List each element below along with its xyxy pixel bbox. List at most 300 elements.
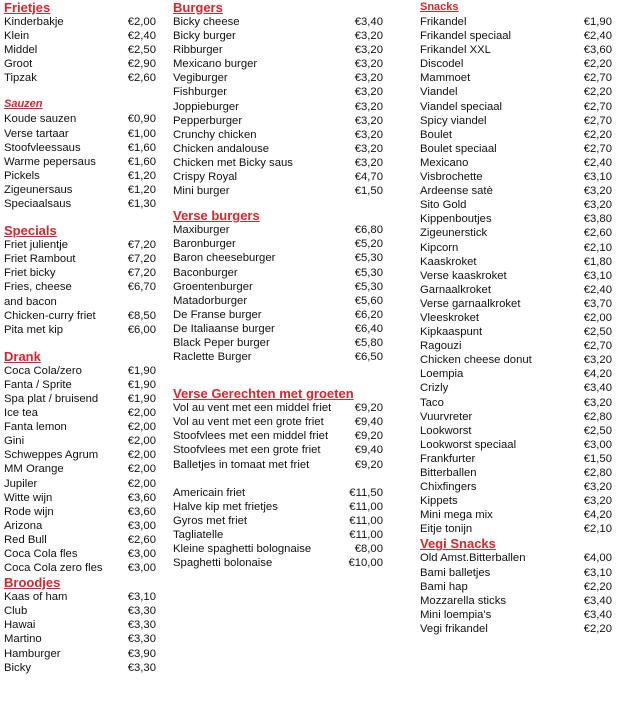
item-name: Friet bicky	[4, 267, 56, 280]
item-price: €2,40	[583, 283, 612, 296]
item-name: Pepperburger	[173, 114, 243, 127]
menu-item	[420, 29, 612, 43]
menu-section	[173, 208, 383, 364]
item-price: €2,50	[127, 44, 156, 57]
item-name: Chicken cheese donut	[420, 354, 532, 367]
item-price: €4,00	[583, 552, 612, 565]
item-price: €3,20	[354, 142, 383, 155]
menu-item	[420, 142, 612, 156]
item-name: Verse tartaar	[4, 127, 69, 140]
item-name: Hamburger	[4, 647, 61, 660]
item-name: De Franse burger	[173, 308, 262, 321]
menu-item	[4, 29, 156, 43]
menu-item	[420, 128, 612, 142]
item-price: €1,50	[583, 452, 612, 465]
menu-item	[173, 251, 383, 265]
item-name: Visbrochette	[420, 171, 483, 184]
menu-item	[173, 128, 383, 142]
item-name: Vleeskroket	[420, 311, 480, 324]
item-price: €5,30	[354, 266, 383, 279]
item-price: €2,70	[583, 114, 612, 127]
item-price: €3,60	[127, 505, 156, 518]
item-price: €3,20	[354, 100, 383, 113]
item-price: €3,20	[354, 128, 383, 141]
menu-item	[420, 156, 612, 170]
item-name: Mini mega mix	[420, 509, 493, 522]
item-price: €9,40	[354, 416, 383, 429]
item-name: Friet Rambout	[4, 253, 76, 266]
menu-item	[173, 308, 383, 322]
item-price: €2,20	[583, 622, 612, 635]
item-price: €11,00	[349, 500, 383, 513]
item-name: Crunchy chicken	[173, 128, 257, 141]
item-price: €3,00	[583, 438, 612, 451]
item-price: €9,40	[354, 444, 383, 457]
menu-section	[173, 386, 383, 471]
item-price: €1,60	[127, 141, 156, 154]
item-name: Kinderbakje	[4, 16, 64, 28]
menu-item	[420, 184, 612, 198]
item-price: €6,70	[127, 281, 156, 294]
item-name: Frikandel speciaal	[420, 30, 512, 43]
item-price: €3,40	[354, 16, 383, 28]
item-name: Schweppes Agrum	[4, 449, 99, 462]
menu-item	[173, 294, 383, 308]
item-price: €3,70	[583, 297, 612, 310]
item-name: Tipzak	[4, 72, 37, 85]
item-price: €3,30	[127, 661, 156, 674]
section-title: Burgers	[173, 0, 223, 15]
menu-item	[173, 266, 383, 280]
item-price: €8,00	[354, 543, 383, 555]
item-name: Mini loempia's	[420, 608, 492, 621]
menu-item	[420, 43, 612, 57]
item-name: Spicy viandel	[420, 114, 487, 127]
menu-section	[420, 0, 612, 536]
menu-item	[4, 280, 156, 308]
item-price: €2,10	[583, 523, 612, 536]
menu-item	[173, 280, 383, 294]
item-price: €3,20	[583, 396, 612, 409]
menu-item	[420, 170, 612, 184]
item-name: De Italiaanse burger	[173, 322, 275, 335]
item-name: Mini burger	[173, 185, 230, 198]
section-title: Verse burgers	[173, 208, 260, 224]
menu-item	[420, 594, 612, 608]
item-name: Ice tea	[4, 407, 38, 420]
item-name: Bami hap	[420, 580, 468, 593]
menu-item	[420, 396, 612, 410]
item-name: Chixfingers	[420, 481, 477, 494]
item-name: Bicky burger	[173, 30, 236, 43]
item-price: €2,00	[127, 477, 156, 490]
item-price: €5,30	[354, 280, 383, 293]
menu-item	[4, 561, 156, 575]
item-price: €1,20	[127, 169, 156, 182]
item-price: €1,20	[127, 183, 156, 196]
item-price: €2,60	[127, 533, 156, 546]
menu-item	[173, 85, 383, 99]
item-price: €2,00	[127, 16, 156, 28]
item-price: €2,00	[127, 463, 156, 476]
menu-item	[4, 141, 156, 155]
menu-item	[173, 142, 383, 156]
item-name: Koude sauzen	[4, 113, 77, 126]
item-name: Speciaalsaus	[4, 198, 72, 211]
menu-item	[173, 223, 383, 237]
section-title: Frietjes	[4, 0, 51, 15]
menu-item	[4, 252, 156, 266]
menu-item	[420, 297, 612, 311]
menu-section	[420, 536, 612, 636]
item-price: €3,00	[127, 519, 156, 532]
item-price: €0,90	[127, 113, 156, 126]
menu-item	[4, 632, 156, 646]
menu-item	[4, 519, 156, 533]
menu-item	[4, 491, 156, 505]
menu-item	[420, 424, 612, 438]
item-name: Kipkaaspunt	[420, 326, 483, 339]
menu-section	[4, 223, 156, 337]
item-name: Chicken-curry friet	[4, 309, 96, 322]
item-price: €2,20	[583, 580, 612, 593]
item-name: Mozzarella sticks	[420, 594, 507, 607]
menu-item	[4, 590, 156, 604]
item-name: Friet julientje	[4, 239, 69, 252]
item-price: €3,40	[583, 382, 612, 395]
menu-item	[173, 15, 383, 29]
menu-item	[4, 604, 156, 618]
item-name: Tagliatelle	[173, 528, 224, 541]
item-name: Crispy Royal	[173, 171, 238, 184]
item-name: Fishburger	[173, 86, 227, 99]
section-title: Snacks	[420, 1, 459, 13]
menu-item	[4, 547, 156, 561]
item-name: Frankfurter	[420, 452, 476, 465]
item-price: €3,20	[354, 72, 383, 85]
item-price: €7,20	[127, 267, 156, 280]
item-name: Crizly	[420, 382, 449, 395]
menu-item	[4, 238, 156, 252]
item-name: Fries, cheese and bacon	[4, 281, 72, 308]
item-price: €2,20	[583, 58, 612, 71]
menu-section	[173, 486, 383, 571]
item-name: Hawai	[4, 619, 36, 632]
menu-item	[4, 71, 156, 85]
item-price: €2,10	[583, 241, 612, 254]
section-title: Sauzen	[4, 98, 43, 111]
item-price: €3,20	[583, 199, 612, 212]
item-name: Vol au vent met een grote friet	[173, 416, 324, 429]
menu-item	[4, 618, 156, 632]
item-price: €1,30	[127, 198, 156, 211]
menu-item	[420, 381, 612, 395]
item-price: €2,00	[583, 311, 612, 324]
menu-item	[173, 156, 383, 170]
item-price: €1,90	[127, 364, 156, 377]
item-price: €3,20	[354, 114, 383, 127]
section-title: Broodjes	[4, 575, 61, 591]
menu-item	[4, 112, 156, 126]
item-price: €2,00	[127, 407, 156, 420]
item-name: Bicky	[4, 661, 31, 674]
menu-item	[420, 15, 612, 29]
item-name: Bicky cheese	[173, 16, 240, 28]
menu-item	[4, 462, 156, 476]
item-price: €5,60	[354, 294, 383, 307]
menu-section	[4, 0, 156, 85]
menu-item	[173, 43, 383, 57]
menu-item	[4, 183, 156, 197]
item-price: €1,60	[127, 155, 156, 168]
item-name: Gini	[4, 435, 25, 448]
menu-item	[420, 608, 612, 622]
item-name: Vegiburger	[173, 72, 228, 85]
menu-item	[420, 580, 612, 594]
menu-item	[4, 169, 156, 183]
item-price: €1,90	[127, 378, 156, 391]
item-price: €5,20	[354, 238, 383, 251]
item-price: €1,90	[583, 16, 612, 28]
item-price: €3,60	[583, 44, 612, 57]
item-name: Coca Cola zero fles	[4, 562, 103, 575]
item-price: €2,70	[583, 142, 612, 155]
item-name: Baron cheeseburger	[173, 252, 276, 265]
item-name: Stoofvlees met een grote friet	[173, 444, 321, 457]
menu-item	[4, 420, 156, 434]
menu-item	[173, 57, 383, 71]
item-price: €10,00	[348, 557, 383, 570]
item-name: Eitje tonijn	[420, 523, 473, 536]
item-price: €6,50	[354, 351, 383, 364]
section-title: Specials	[4, 223, 57, 239]
item-price: €2,60	[583, 227, 612, 240]
item-price: €2,00	[127, 449, 156, 462]
menu-section	[4, 97, 156, 211]
item-name: Vol au vent met een middel friet	[173, 402, 332, 415]
item-name: Red Bull	[4, 533, 47, 546]
item-price: €2,50	[583, 424, 612, 437]
menu-item	[420, 57, 612, 71]
menu-item	[173, 322, 383, 336]
item-name: Baconburger	[173, 266, 238, 279]
item-price: €3,10	[127, 591, 156, 604]
menu-item	[4, 309, 156, 323]
item-name: Warme pepersaus	[4, 155, 96, 168]
item-price: €3,20	[583, 481, 612, 494]
menu-item	[173, 514, 383, 528]
item-price: €2,90	[127, 58, 156, 71]
item-name: Verse kaaskroket	[420, 269, 507, 282]
item-name: Chicken andalouse	[173, 142, 270, 155]
menu-item	[4, 533, 156, 547]
item-name: Mexicano burger	[173, 58, 258, 71]
section-title: Drank	[4, 348, 41, 364]
menu-item	[4, 378, 156, 392]
menu-item	[4, 477, 156, 491]
item-name: Sito Gold	[420, 199, 467, 212]
section-title: Verse Gerechten met groeten	[173, 386, 354, 402]
item-price: €4,20	[583, 509, 612, 522]
item-name: Frikandel	[420, 16, 467, 28]
item-name: Ragouzi	[420, 340, 462, 353]
item-price: €2,50	[583, 326, 612, 339]
menu-item	[173, 528, 383, 542]
item-name: Mexicano	[420, 156, 469, 169]
item-name: Stoofvlees met een middel friet	[173, 430, 329, 443]
item-price: €5,30	[354, 252, 383, 265]
menu-item	[173, 458, 383, 472]
item-price: €4,20	[583, 368, 612, 381]
item-name: Groentenburger	[173, 280, 253, 293]
menu-item	[173, 100, 383, 114]
item-price: €3,10	[583, 269, 612, 282]
menu-item	[420, 283, 612, 297]
menu-item	[420, 438, 612, 452]
item-price: €4,70	[354, 171, 383, 184]
item-price: €6,80	[354, 224, 383, 237]
item-name: Mammoet	[420, 72, 471, 85]
menu-item	[420, 353, 612, 367]
item-price: €8,50	[127, 309, 156, 322]
item-name: Halve kip met frietjes	[173, 500, 278, 513]
item-name: Verse garnaalkroket	[420, 297, 521, 310]
menu-item	[420, 551, 612, 565]
menu-item	[420, 522, 612, 536]
menu-item	[4, 197, 156, 211]
item-price: €3,20	[583, 495, 612, 508]
item-price: €3,30	[127, 619, 156, 632]
item-price: €2,60	[127, 72, 156, 85]
item-name: Lookworst speciaal	[420, 438, 517, 451]
menu-item	[420, 622, 612, 636]
item-name: Spa plat / bruisend	[4, 392, 99, 405]
item-name: Kaaskroket	[420, 255, 477, 268]
item-name: Stoofvleessaus	[4, 141, 81, 154]
item-price: €2,40	[127, 30, 156, 43]
menu-item	[420, 410, 612, 424]
item-name: Rode wijn	[4, 505, 54, 518]
menu-section	[173, 0, 383, 198]
menu-item	[4, 661, 156, 675]
item-price: €9,20	[354, 458, 383, 471]
menu-item	[173, 71, 383, 85]
item-price: €3,60	[127, 491, 156, 504]
item-name: Spaghetti bolonaise	[173, 557, 273, 570]
item-name: Matadorburger	[173, 294, 248, 307]
item-name: Zigeunersaus	[4, 183, 73, 196]
item-price: €2,20	[583, 128, 612, 141]
menu-item	[420, 114, 612, 128]
menu-item	[420, 198, 612, 212]
menu-column-3	[420, 0, 612, 636]
menu-item	[4, 406, 156, 420]
item-name: Coca Cola/zero	[4, 364, 82, 377]
menu-item	[420, 85, 612, 99]
item-price: €1,00	[127, 127, 156, 140]
menu-column-1	[4, 0, 156, 675]
menu-item	[4, 57, 156, 71]
item-price: €6,20	[354, 308, 383, 321]
item-name: Discodel	[420, 58, 464, 71]
item-name: Lookworst	[420, 424, 472, 437]
menu-item	[420, 100, 612, 114]
item-price: €2,40	[583, 156, 612, 169]
item-name: Kippenboutjes	[420, 213, 492, 226]
item-price: €3,20	[354, 44, 383, 57]
item-name: Vegi frikandel	[420, 622, 488, 635]
item-price: €1,50	[354, 185, 383, 198]
item-price: €2,40	[583, 30, 612, 43]
menu-item	[4, 364, 156, 378]
menu-item	[173, 184, 383, 198]
item-price: €11,50	[349, 486, 383, 499]
item-name: Kipcorn	[420, 241, 459, 254]
item-name: Chicken met Bicky saus	[173, 156, 293, 169]
item-name: Bitterballen	[420, 467, 477, 479]
item-name: Garnaalkroket	[420, 283, 491, 296]
item-price: €2,70	[583, 340, 612, 353]
item-name: Groot	[4, 58, 33, 71]
item-price: €2,80	[583, 410, 612, 423]
menu-item	[173, 556, 383, 570]
item-name: Boulet	[420, 128, 453, 141]
item-price: €2,70	[583, 72, 612, 85]
item-name: MM Orange	[4, 463, 64, 476]
menu-item	[420, 241, 612, 255]
item-name: Boulet speciaal	[420, 142, 497, 155]
menu-item	[420, 466, 612, 480]
menu-item	[173, 429, 383, 443]
menu-item	[173, 486, 383, 500]
menu-item	[173, 415, 383, 429]
menu-item	[173, 29, 383, 43]
menu-item	[173, 170, 383, 184]
menu-item	[4, 392, 156, 406]
item-price: €3,40	[583, 608, 612, 621]
item-name: Gyros met friet	[173, 514, 248, 527]
menu-item	[420, 311, 612, 325]
item-name: Ribburger	[173, 44, 223, 57]
item-price: €1,90	[127, 392, 156, 405]
menu-item	[420, 508, 612, 522]
item-name: Loempia	[420, 368, 464, 381]
item-name: Pickels	[4, 169, 40, 182]
item-price: €3,10	[583, 566, 612, 579]
item-price: €5,80	[354, 336, 383, 349]
item-price: €7,20	[127, 253, 156, 266]
item-name: Maxiburger	[173, 224, 230, 237]
item-price: €2,80	[583, 467, 612, 479]
item-name: Kippets	[420, 495, 458, 508]
menu-item	[420, 339, 612, 353]
menu-item	[173, 542, 383, 556]
item-price: €11,00	[349, 528, 383, 541]
item-price: €7,20	[127, 239, 156, 252]
item-name: Viandel speciaal	[420, 100, 503, 113]
item-price: €6,40	[354, 322, 383, 335]
item-price: €3,20	[583, 185, 612, 198]
menu-item	[4, 43, 156, 57]
item-name: Black Peper burger	[173, 336, 270, 349]
menu-item	[4, 266, 156, 280]
menu-item	[4, 434, 156, 448]
menu-item	[420, 367, 612, 381]
item-name: Kaas of ham	[4, 591, 68, 604]
menu-item	[4, 155, 156, 169]
menu-item	[420, 269, 612, 283]
menu-item	[173, 500, 383, 514]
